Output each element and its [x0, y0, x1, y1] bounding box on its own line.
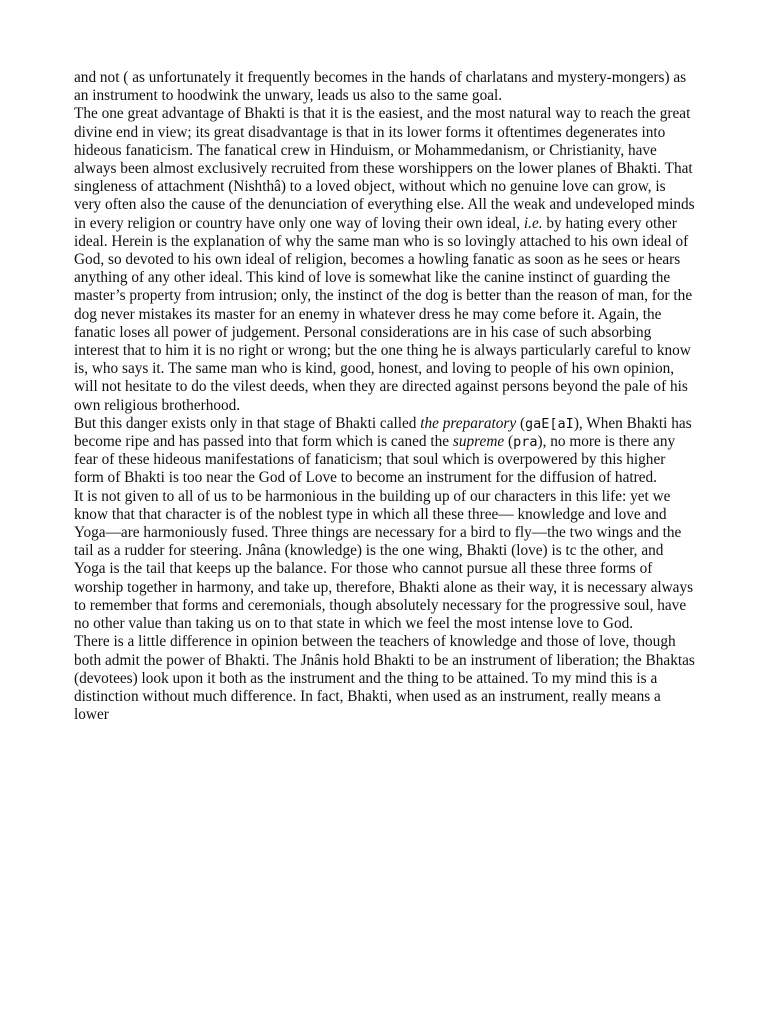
paragraph-5: There is a little difference in opinion between the teachers of knowledge and those of love, though both admit the power of Bhakti. The Jnânis hold Bhakti to be an instrument of liberation; the Bhaktas (devotees) look upon it both as the instrument and the thing to be attained. To my mind this is a distinction without much difference. In fact, Bhakti, when used as an instrument, really means a lower: [74, 633, 695, 724]
paragraph-2-text-a: The one great advantage of Bhakti is that it is the easiest, and the most natural way to reach the great divine end in view; its great disadvantage is that in its lower forms it oftentimes degenerates into hideous fanaticism. The fanatical crew in Hinduism, or Mohammedanism, or Christianity, have always been almost exclusively recruited from these worshippers on the lower planes of Bhakti. That singleness of attachment (Nishthâ) to a loved object, without which no genuine love can grow, is very often also the cause of the denunciation of everything else. All the weak and undeveloped minds in every religion or country have only one way of loving their own ideal,: [74, 105, 695, 232]
paragraph-3: [74, 415, 696, 488]
sanskrit-term-preparatory: gaE[aI: [525, 415, 574, 432]
paragraph-3-text-e: ), no more is there any fear of these hideous manifestations of fanaticism; that soul which is overpowered by this higher form of Bhakti is too near the God of Love to become an instrument for the diffusion of hatred.: [74, 433, 676, 487]
paragraph-3-text-d: (: [504, 433, 514, 451]
ie-abbreviation: i.e.: [523, 214, 543, 232]
paragraph-2-text-b: by hating every other ideal. Herein is the explanation of why the same man who is so lovingly attached to his own ideal of God, so devoted to his own ideal of religion, becomes a howling fanatic as soon as he sees or hears anything of any other ideal. This kind of love is somewhat like the canine instinct of guarding the master’s property from intrusion; only, the instinct of the dog is better than the reason of man, for the dog never mistakes its master for an enemy in whatever dress he may come before it. Again, the fanatic loses all power of judgement. Personal considerations are in his case of such absorbing interest that to him it is no right or wrong; but the one thing he is always particularly careful to know is, who says it. The same man who is kind, good, honest, and loving to people of his own opinion, will not hesitate to do the vilest deeds, when they are directed against persons beyond the pale of his own religious brotherhood.: [74, 214, 693, 414]
document-body: [74, 69, 696, 724]
paragraph-3-text-a: But this danger exists only in that stage of Bhakti called: [74, 414, 421, 432]
sanskrit-term-supreme: pra: [513, 434, 538, 451]
term-preparatory: the preparatory: [420, 414, 517, 432]
paragraph-3-text-c: ), When Bhakti has become ripe and has passed into that form which is caned the: [74, 414, 692, 451]
paragraph-2: [74, 105, 696, 414]
paragraph-4: It is not given to all of us to be harmonious in the building up of our characters in this life: yet we know that that character is of the noblest type in which all these three— knowledge and love and Yoga—are harmoniously fused. Three things are necessary for a bird to fly—the two wings and the tail as a rudder for steering. Jnâna (knowledge) is the one wing, Bhakti (love) is tc the other, and Yoga is the tail that keeps up the balance. For those who cannot pursue all these three forms of worship together in harmony, and take up, therefore, Bhakti alone as their way, it is necessary always to remember that forms and ceremonials, though absolutely necessary for the progressive soul, have no other value than taking us on to that state in which we feel the most intense love to God.: [74, 487, 694, 633]
term-supreme: supreme: [452, 433, 505, 451]
paragraph-1: and not ( as unfortunately it frequently becomes in the hands of charlatans and mystery-mongers) as an instrument to hoodwink the unwary, leads us also to the same goal.: [74, 69, 687, 105]
paragraph-3-text-b: (: [516, 414, 526, 432]
